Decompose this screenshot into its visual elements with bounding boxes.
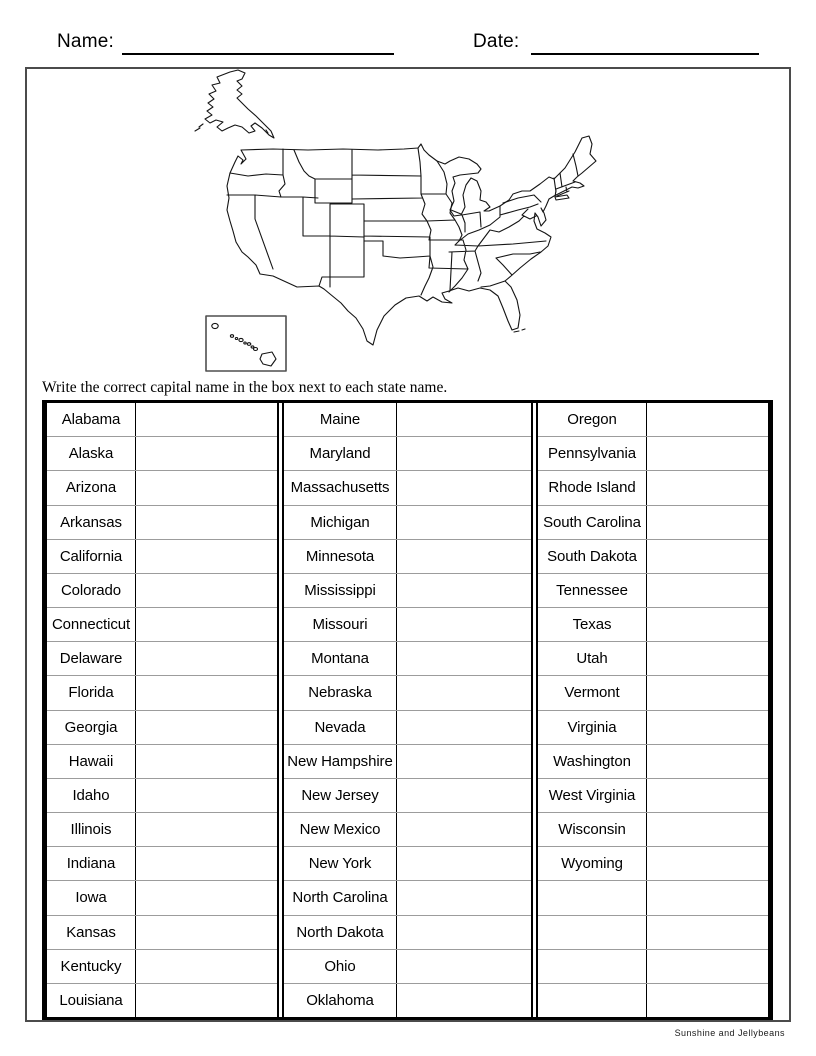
state-name-cell: Maine: [284, 403, 397, 436]
capital-answer-cell[interactable]: [136, 574, 277, 607]
table-row: [47, 778, 277, 812]
state-name-cell: Mississippi: [284, 574, 397, 607]
table-row: [47, 470, 277, 504]
state-name-cell: Pennsylvania: [538, 437, 647, 470]
state-name-cell: Montana: [284, 642, 397, 675]
table-row: [538, 846, 768, 880]
table-row: [538, 812, 768, 846]
state-name-cell: South Dakota: [538, 540, 647, 573]
state-name-cell: Alaska: [47, 437, 136, 470]
table-column-group-2: [282, 403, 533, 1017]
capital-answer-cell[interactable]: [136, 847, 277, 880]
table-row: [47, 573, 277, 607]
state-name-cell: New Hampshire: [284, 745, 397, 778]
state-name-cell: Rhode Island: [538, 471, 647, 504]
state-name-cell: New York: [284, 847, 397, 880]
capital-answer-cell[interactable]: [397, 916, 531, 949]
capital-answer-cell[interactable]: [136, 916, 277, 949]
capital-answer-cell[interactable]: [647, 676, 768, 709]
state-name-cell: Nebraska: [284, 676, 397, 709]
state-name-cell: [538, 984, 647, 1017]
state-name-cell: Utah: [538, 642, 647, 675]
capital-answer-cell[interactable]: [397, 506, 531, 539]
table-row: [284, 505, 531, 539]
state-name-cell: [538, 881, 647, 914]
capital-answer-cell[interactable]: [136, 950, 277, 983]
capital-answer-cell[interactable]: [647, 881, 768, 914]
table-row: [538, 949, 768, 983]
state-name-cell: [538, 916, 647, 949]
state-name-cell: Colorado: [47, 574, 136, 607]
state-name-cell: Oklahoma: [284, 984, 397, 1017]
state-name-cell: Indiana: [47, 847, 136, 880]
table-row: [47, 641, 277, 675]
date-blank-line[interactable]: [531, 31, 759, 55]
table-row: [538, 641, 768, 675]
capital-answer-cell[interactable]: [647, 540, 768, 573]
state-name-cell: Kentucky: [47, 950, 136, 983]
state-name-cell: Louisiana: [47, 984, 136, 1017]
state-name-cell: Illinois: [47, 813, 136, 846]
table-row: [284, 607, 531, 641]
table-row: [538, 505, 768, 539]
table-row: [47, 539, 277, 573]
capital-answer-cell[interactable]: [647, 813, 768, 846]
capital-answer-cell[interactable]: [647, 471, 768, 504]
table-row: [284, 403, 531, 436]
date-label: Date:: [473, 31, 520, 52]
capital-answer-cell[interactable]: [136, 779, 277, 812]
capital-answer-cell[interactable]: [397, 540, 531, 573]
instruction-text: Write the correct capital name in the box next to each state name.: [42, 379, 448, 396]
table-row: [47, 983, 277, 1017]
capital-answer-cell[interactable]: [647, 506, 768, 539]
state-name-cell: Arkansas: [47, 506, 136, 539]
state-name-cell: Maryland: [284, 437, 397, 470]
table-row: [538, 915, 768, 949]
table-row: [284, 949, 531, 983]
capital-answer-cell[interactable]: [397, 711, 531, 744]
table-row: [538, 710, 768, 744]
table-row: [47, 675, 277, 709]
state-name-cell: Michigan: [284, 506, 397, 539]
table-row: [284, 880, 531, 914]
table-column-group-3: [536, 403, 770, 1017]
capital-answer-cell[interactable]: [647, 916, 768, 949]
state-name-cell: New Jersey: [284, 779, 397, 812]
state-name-cell: Wyoming: [538, 847, 647, 880]
capital-answer-cell[interactable]: [136, 642, 277, 675]
capital-answer-cell[interactable]: [647, 984, 768, 1017]
table-row: [284, 436, 531, 470]
footer-credit: Sunshine and Jellybeans: [674, 1028, 785, 1038]
capital-answer-cell[interactable]: [397, 813, 531, 846]
table-row: [47, 403, 277, 436]
capital-answer-cell[interactable]: [647, 847, 768, 880]
capital-answer-cell[interactable]: [136, 676, 277, 709]
capital-answer-cell[interactable]: [397, 642, 531, 675]
state-borders: [227, 148, 578, 332]
state-name-cell: Massachusetts: [284, 471, 397, 504]
table-row: [47, 949, 277, 983]
capital-answer-cell[interactable]: [136, 608, 277, 641]
state-name-cell: Wisconsin: [538, 813, 647, 846]
table-row: [47, 880, 277, 914]
state-name-cell: Kansas: [47, 916, 136, 949]
table-row: [284, 846, 531, 880]
table-row: [538, 470, 768, 504]
state-name-cell: Oregon: [538, 403, 647, 436]
table-row: [284, 641, 531, 675]
state-name-cell: Nevada: [284, 711, 397, 744]
table-row: [284, 470, 531, 504]
capital-answer-cell[interactable]: [136, 471, 277, 504]
table-row: [47, 607, 277, 641]
capital-answer-cell[interactable]: [397, 403, 531, 436]
state-name-cell: Washington: [538, 745, 647, 778]
table-column-group-1: [45, 403, 279, 1017]
capital-answer-cell[interactable]: [397, 881, 531, 914]
state-name-cell: Texas: [538, 608, 647, 641]
table-row: [538, 983, 768, 1017]
capital-answer-cell[interactable]: [136, 711, 277, 744]
table-row: [284, 573, 531, 607]
table-row: [538, 778, 768, 812]
capital-answer-cell[interactable]: [136, 540, 277, 573]
capital-answer-cell[interactable]: [397, 745, 531, 778]
table-row: [538, 403, 768, 436]
state-name-cell: South Carolina: [538, 506, 647, 539]
capital-answer-cell[interactable]: [647, 608, 768, 641]
table-row: [284, 675, 531, 709]
state-capital-table: [42, 400, 773, 1020]
table-row: [47, 812, 277, 846]
capital-answer-cell[interactable]: [397, 574, 531, 607]
state-name-cell: Delaware: [47, 642, 136, 675]
table-row: [538, 607, 768, 641]
state-name-cell: West Virginia: [538, 779, 647, 812]
hawaii-inset: [206, 316, 286, 371]
state-name-cell: Georgia: [47, 711, 136, 744]
alaska-outline: [195, 70, 274, 138]
state-name-cell: Florida: [47, 676, 136, 709]
capital-answer-cell[interactable]: [647, 745, 768, 778]
capital-answer-cell[interactable]: [647, 950, 768, 983]
state-name-cell: North Carolina: [284, 881, 397, 914]
capital-answer-cell[interactable]: [397, 779, 531, 812]
capital-answer-cell[interactable]: [397, 847, 531, 880]
capital-answer-cell[interactable]: [136, 506, 277, 539]
table-row: [47, 915, 277, 949]
capital-answer-cell[interactable]: [136, 984, 277, 1017]
state-name-cell: Vermont: [538, 676, 647, 709]
capital-answer-cell[interactable]: [136, 881, 277, 914]
state-name-cell: Alabama: [47, 403, 136, 436]
capital-answer-cell[interactable]: [647, 711, 768, 744]
state-name-cell: Connecticut: [47, 608, 136, 641]
table-row: [538, 880, 768, 914]
table-row: [538, 744, 768, 778]
capital-answer-cell[interactable]: [136, 437, 277, 470]
capital-answer-cell[interactable]: [397, 608, 531, 641]
capital-answer-cell[interactable]: [397, 676, 531, 709]
table-row: [284, 744, 531, 778]
table-row: [538, 539, 768, 573]
capital-answer-cell[interactable]: [136, 813, 277, 846]
capital-answer-cell[interactable]: [397, 984, 531, 1017]
table-row: [538, 675, 768, 709]
state-name-cell: Minnesota: [284, 540, 397, 573]
table-row: [284, 778, 531, 812]
state-name-cell: Hawaii: [47, 745, 136, 778]
table-row: [284, 983, 531, 1017]
state-name-cell: Arizona: [47, 471, 136, 504]
blank-us-map: [178, 64, 648, 379]
state-name-cell: Virginia: [538, 711, 647, 744]
capital-answer-cell[interactable]: [136, 745, 277, 778]
table-row: [47, 846, 277, 880]
capital-answer-cell[interactable]: [397, 437, 531, 470]
capital-answer-cell[interactable]: [647, 437, 768, 470]
table-row: [284, 710, 531, 744]
state-name-cell: Idaho: [47, 779, 136, 812]
state-name-cell: Missouri: [284, 608, 397, 641]
state-name-cell: Iowa: [47, 881, 136, 914]
state-name-cell: [538, 950, 647, 983]
state-name-cell: Ohio: [284, 950, 397, 983]
capital-answer-cell[interactable]: [397, 950, 531, 983]
table-row: [284, 812, 531, 846]
capital-answer-cell[interactable]: [397, 471, 531, 504]
capital-answer-cell[interactable]: [647, 642, 768, 675]
table-row: [538, 436, 768, 470]
table-row: [47, 436, 277, 470]
state-name-cell: California: [47, 540, 136, 573]
table-row: [47, 505, 277, 539]
state-name-cell: North Dakota: [284, 916, 397, 949]
state-name-cell: New Mexico: [284, 813, 397, 846]
state-name-cell: Tennessee: [538, 574, 647, 607]
capital-answer-cell[interactable]: [136, 403, 277, 436]
capital-answer-cell[interactable]: [647, 779, 768, 812]
continental-us-outline: [227, 136, 596, 345]
capital-answer-cell[interactable]: [647, 574, 768, 607]
table-row: [47, 710, 277, 744]
table-row: [284, 915, 531, 949]
table-row: [538, 573, 768, 607]
table-row: [47, 744, 277, 778]
name-label: Name:: [57, 31, 114, 52]
table-row: [284, 539, 531, 573]
capital-answer-cell[interactable]: [647, 403, 768, 436]
name-blank-line[interactable]: [122, 31, 394, 55]
